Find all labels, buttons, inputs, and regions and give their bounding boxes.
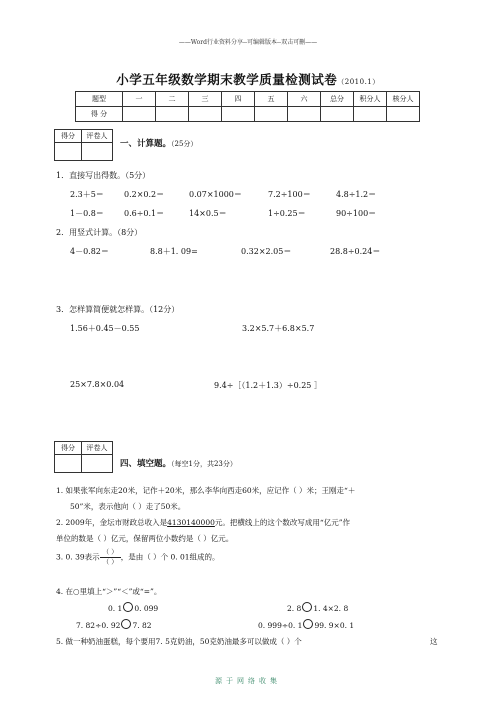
q3-item: 9.4÷［（1.2＋1.3）÷0.25 ］ (214, 381, 322, 390)
page-title (0, 70, 496, 88)
q1-item: 2.3＋5＝ (70, 190, 104, 199)
q1-item: 7.2÷100＝ (268, 190, 311, 199)
footer-note: 源于网络收集 (215, 677, 281, 685)
grader-reviewer-blank[interactable] (82, 455, 113, 473)
compare-right: 99. 9×0. 1 (314, 621, 355, 630)
header-note: ——Word行业资料分享--可编辑版本--双击可删—— (178, 39, 318, 46)
section4-points: （每空1分，共23分） (171, 460, 237, 468)
grader-box-section1 (54, 129, 113, 161)
compare-left: 7. 82÷0. 92 (76, 621, 121, 630)
score-blank[interactable] (288, 107, 321, 122)
compare-right: 0. 099 (134, 604, 159, 613)
score-cell: 五 (255, 92, 288, 107)
fill-q2-text-b: 元。把横线上的这个数改写成用“亿元”作 (214, 518, 351, 527)
score-blank[interactable] (255, 107, 288, 122)
fill-q1-line2: 50”米，表示他向（ ）走了50米。 (70, 502, 186, 511)
fill-q5: 5. 做一种奶油蛋糕，每个要用7. 5克奶油，50克奶油最多可以做成（ ）个 (56, 637, 302, 646)
score-row-label: 得 分 (76, 107, 123, 122)
score-blank[interactable] (354, 107, 387, 122)
fill-q2-number: 4130140000 (167, 518, 215, 527)
q1-item: 14×0.5＝ (189, 209, 227, 218)
fill-q3-text-b: ，是由（ ）个 0. 01组成的。 (120, 552, 220, 562)
title-text: 小学五年级数学期末教学质量检测试卷 (116, 72, 338, 87)
compare-circle[interactable] (302, 602, 312, 612)
q1-item: 1－0.8＝ (70, 209, 104, 218)
score-table-header-row (76, 92, 420, 107)
grader-box-section4 (54, 441, 113, 473)
section1-title-text: 一、计算题。 (120, 139, 172, 149)
q1-item: 90÷100＝ (336, 209, 377, 218)
compare-item (76, 619, 152, 630)
q2-item: 0.32×2.05＝ (241, 247, 292, 256)
fraction-denominator: （ ） (102, 558, 118, 566)
grader-reviewer-label: 评卷人 (82, 130, 113, 143)
compare-item (287, 602, 348, 613)
q3-prompt: 3．怎样算简便就怎样算。（12分） (56, 305, 180, 314)
fill-q5-end: 这 (430, 637, 438, 646)
score-blank[interactable] (387, 107, 420, 122)
compare-right: 7. 82 (132, 621, 152, 630)
score-cell: 四 (222, 92, 255, 107)
compare-left: 2. 8 (287, 604, 302, 613)
score-table-score-row (76, 107, 420, 122)
fill-q3-text-a: 3. 0. 39表示 (56, 552, 100, 562)
fill-q3 (56, 548, 220, 567)
q1-item: 4.8÷1.2＝ (336, 190, 377, 199)
compare-left: 0. 999÷0. 1 (258, 621, 303, 630)
compare-circle[interactable] (121, 619, 131, 629)
grader-score-blank[interactable] (55, 455, 82, 473)
score-blank[interactable] (222, 107, 255, 122)
score-blank[interactable] (321, 107, 354, 122)
q3-item: 25×7.8×0.04 (70, 380, 125, 389)
compare-circle[interactable] (303, 619, 313, 629)
grader-score-label: 得分 (55, 130, 82, 143)
fill-q2-text-a: 2. 2009年，金坛市财政总收入是 (56, 518, 168, 527)
compare-left: 0. 1 (108, 604, 123, 613)
fill-q2-line1 (56, 517, 350, 528)
q1-item: 0.2×0.2＝ (124, 190, 165, 199)
q2-item: 8.8＋1. 09= (150, 247, 198, 256)
compare-right: 1. 4×2. 8 (313, 604, 349, 613)
section1-points: （25分） (171, 140, 198, 148)
score-cell: 三 (189, 92, 222, 107)
title-date: （2010.1） (337, 78, 380, 86)
section4-title-text: 四、填空题。 (120, 459, 172, 469)
q3-item: 3.2×5.7＋6.8×5.7 (242, 324, 315, 333)
score-cell: 六 (288, 92, 321, 107)
score-cell: 总分 (321, 92, 354, 107)
grader-score-label: 得分 (55, 442, 82, 455)
score-table (75, 91, 420, 122)
score-cell: 积分人 (354, 92, 387, 107)
score-cell: 二 (156, 92, 189, 107)
score-cell: 题型 (76, 92, 123, 107)
q3-item: 1.56＋0.45－0.55 (70, 324, 140, 333)
score-blank[interactable] (189, 107, 222, 122)
q2-item: 4－0.82＝ (70, 247, 109, 256)
compare-item (258, 619, 354, 630)
score-cell: 一 (123, 92, 156, 107)
q1-prompt: 1．直接写出得数。（5分） (56, 171, 151, 180)
compare-item (108, 602, 158, 613)
score-blank[interactable] (156, 107, 189, 122)
score-blank[interactable] (123, 107, 156, 122)
fill-q2-line2: 单位的数是（ ）亿元，保留两位小数约是（ ）亿元。 (56, 534, 234, 543)
q1-item: 0.07×1000＝ (189, 190, 242, 199)
fraction-numerator: （ ） (100, 548, 121, 558)
grader-score-blank[interactable] (55, 143, 82, 161)
fill-q1-line1: 1. 如果张军向东走20米，记作＋20米，那么李华向西走60米，应记作（ ）米；王刚走“＋ (56, 486, 356, 495)
q1-item: 1÷0.25＝ (268, 209, 306, 218)
compare-circle[interactable] (123, 602, 133, 612)
q2-prompt: 2．用竖式计算。（8分） (56, 228, 143, 237)
fill-q3-fraction (100, 548, 121, 567)
q1-item: 0.6÷0.1＝ (124, 209, 165, 218)
grader-reviewer-blank[interactable] (82, 143, 113, 161)
section4-title (120, 457, 237, 469)
score-cell: 核分人 (387, 92, 420, 107)
section1-title (120, 137, 197, 149)
q2-item: 28.8÷0.24＝ (330, 247, 381, 256)
fill-q4-prompt: 4. 在○里填上“＞”“＜”或“=”。 (56, 587, 162, 596)
grader-reviewer-label: 评卷人 (82, 442, 113, 455)
